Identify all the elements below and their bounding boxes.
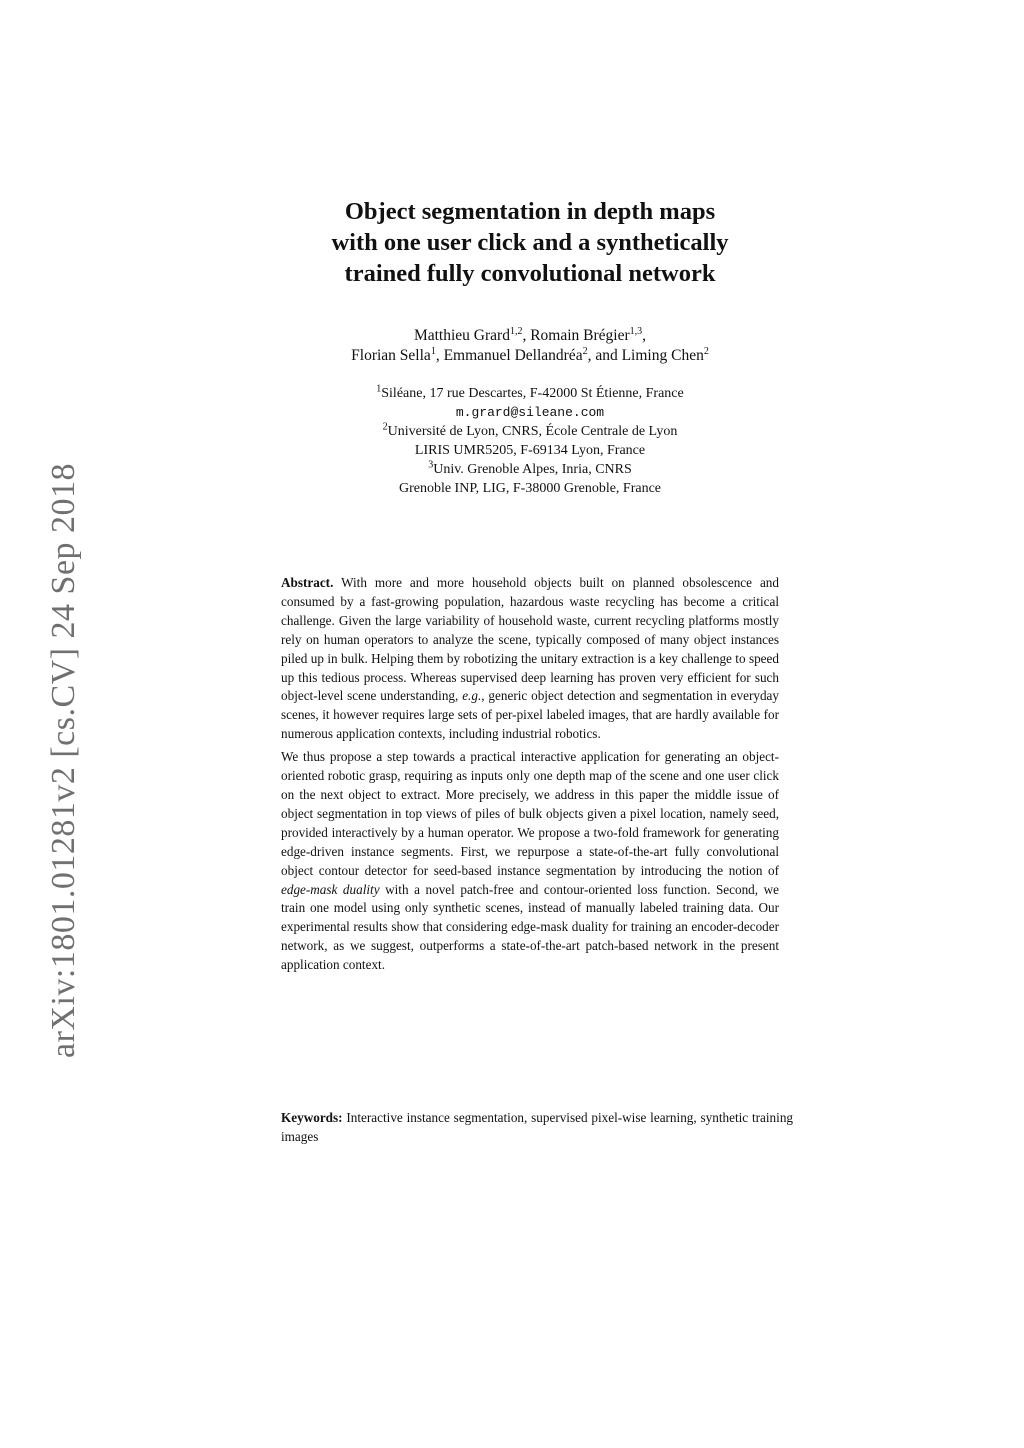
author-separator: , (435, 347, 444, 364)
abstract (281, 574, 779, 975)
author-affiliation-mark: 2 (703, 345, 709, 357)
title-line: trained fully convolutional network (344, 260, 716, 287)
keywords (281, 1109, 793, 1147)
abstract-text: with a novel patch-free and contour-oriented loss function. Second, we train one model using only synthetic scenes, instead of manually labeled training data. Our experimental results show that considering edge-mask duality for training an encoder-decoder network, as we suggest, outperforms a state-of-the-art patch-based network in the present application context. (281, 881, 779, 973)
affiliation-line: LIRIS UMR5205, F-69134 Lyon, France (414, 443, 646, 458)
keywords-text: Interactive instance segmentation, supervised pixel-wise learning, synthetic training images (281, 1110, 794, 1144)
author-name: Romain Brégier (530, 327, 630, 344)
author-separator: , and (587, 347, 622, 364)
abstract-paragraph (281, 748, 779, 975)
author-affiliation-mark: 1,3 (629, 325, 643, 337)
author-separator: , (642, 327, 647, 344)
affiliation-line (260, 384, 800, 403)
affiliation-line (260, 460, 800, 479)
author-name: Emmanuel Dellandréa (443, 347, 583, 364)
paper-title (260, 196, 800, 289)
keywords-paragraph (281, 1109, 793, 1147)
author-separator: , (522, 327, 531, 344)
author-name: Liming Chen (621, 347, 704, 364)
author-affiliation-mark: 1,2 (509, 325, 523, 337)
abstract-emphasis: e.g. (462, 688, 482, 704)
abstract-emphasis: edge-mask duality (281, 881, 380, 897)
affiliation-number: 3 (428, 459, 434, 471)
author-name: Florian Sella (351, 347, 431, 364)
affiliation-number: 2 (382, 421, 388, 433)
abstract-text: We thus propose a step towards a practical interactive application for generating an object-oriented robotic grasp, requiring as inputs only one depth map of the scene and one user click on the next object to extract. More precisely, we address in this paper the middle issue of object segmentation in top views of piles of bulk objects given a pixel location, namely seed, provided interactively by a human operator. We propose a two-fold framework for generating edge-driven instance segments. First, we repurpose a state-of-the-art fully convolutional object contour detector for seed-based instance segmentation by introducing the notion of (281, 749, 779, 878)
author-name: Matthieu Grard (413, 327, 510, 344)
affiliations (260, 384, 800, 498)
title-line: with one user click and a synthetically (331, 229, 729, 256)
affiliation-line: Grenoble INP, LIG, F-38000 Grenoble, France (398, 481, 662, 496)
title-line: Object segmentation in depth maps (344, 198, 716, 225)
author-affiliation-mark: 1 (430, 345, 436, 357)
affiliation-text: Univ. Grenoble Alpes, Inria, CNRS (433, 462, 632, 477)
author-line (260, 326, 800, 346)
keywords-label: Keywords: (281, 1110, 343, 1125)
affiliation-number: 1 (376, 383, 382, 395)
author-line (260, 346, 800, 366)
affiliation-text: Siléane, 17 rue Descartes, F-42000 St Étienne, France (381, 386, 684, 401)
author-email: m.grard@sileane.com (455, 405, 605, 420)
author-list (260, 326, 800, 366)
affiliation-text: Université de Lyon, CNRS, École Centrale de Lyon (387, 424, 678, 439)
arxiv-identifier: arXiv:1801.01281v2 [cs.CV] 24 Sep 2018 (45, 462, 82, 1058)
abstract-label: Abstract. (281, 575, 334, 590)
affiliation-line (260, 422, 800, 441)
abstract-paragraph (281, 574, 779, 744)
author-affiliation-mark: 2 (582, 345, 588, 357)
abstract-text: , generic object detection and segmentation in everyday scenes, it however requires large sets of per-pixel labeled images, that are hardly available for numerous application contexts, including industrial robotics. (281, 688, 780, 742)
abstract-text: With more and more household objects built on planned obsolescence and consumed by a fast-growing population, hazardous waste recycling has become a critical challenge. Given the large variability of household waste, current recycling platforms mostly rely on human operators to analyze the scene, typically composed of many object instances piled up in bulk. Helping them by robotizing the unitary extraction is a key challenge to speed up this tedious process. Whereas supervised deep learning has proven very efficient for such object-level scene understanding, (281, 575, 779, 704)
